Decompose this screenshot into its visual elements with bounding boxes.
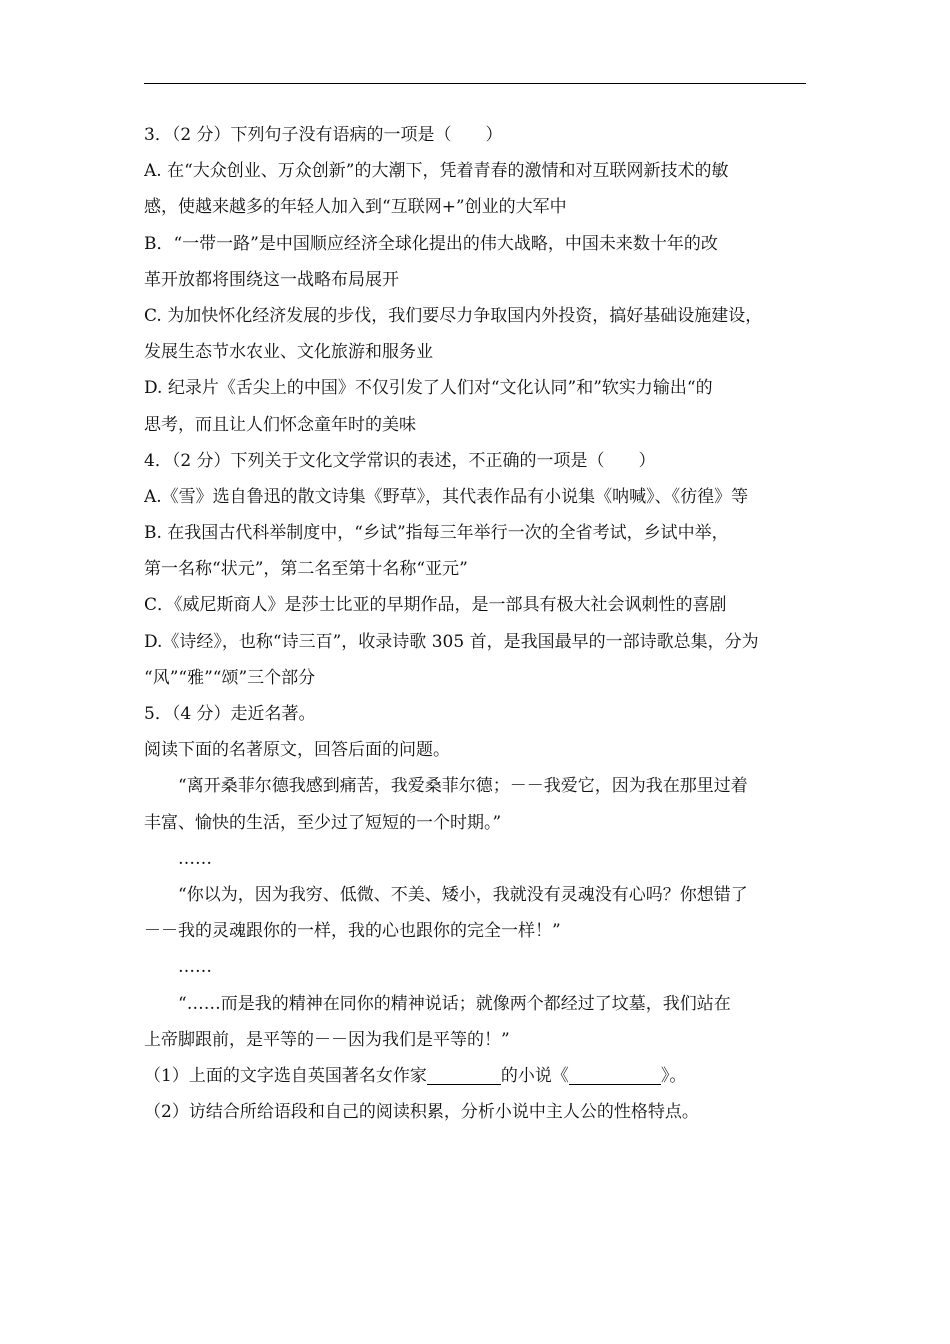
title-blank[interactable] [569, 1064, 661, 1085]
q5-sub1-text-b: 的小说《 [500, 1065, 569, 1086]
q3-option-a-line2: 感，使越来越多的年轻人加入到“互联网+”创业的大军中 [144, 197, 567, 218]
question-content [144, 117, 810, 1130]
q4-option-d-line1: D.《诗经》，也称“诗三百”，收录诗歌 305 首，是我国最早的一部诗歌总集，分为 [144, 631, 759, 652]
q5-intro: 阅读下面的名著原文，回答后面的问题。 [144, 740, 450, 761]
q3-option-a-line1: A. 在“大众创业、万众创新”的大潮下，凭着青春的激情和对互联网新技术的敏 [144, 161, 729, 182]
q4-option-b-line2: 第一名称“状元”，第二名至第十名称“亚元” [144, 559, 468, 580]
q5-subquestion-1 [144, 1058, 810, 1094]
q4-option-d-line2: “风”“雅”“颂”三个部分 [144, 667, 316, 688]
q5-quote2-line1: “你以为，因为我穷、低微、不美、矮小，我就没有灵魂没有心吗？你想错了 [178, 884, 748, 905]
q4-option-c-line1: C．《威尼斯商人》是莎士比亚的早期作品，是一部具有极大社会讽刺性的喜剧 [144, 595, 727, 616]
q3-option-b-line1: B．“一带一路”是中国顺应经济全球化提出的伟大战略，中国未来数十年的改 [144, 233, 718, 254]
q5-quote1-line1: “离开桑菲尔德我感到痛苦，我爱桑菲尔德；－－我爱它，因为我在那里过着 [178, 776, 748, 797]
q3-option-d-line2: 思考，而且让人们怀念童年时的美味 [144, 414, 416, 435]
q3-stem: 3．（2 分）下列句子没有语病的一项是（ ） [144, 125, 503, 145]
q3-option-b-line2: 革开放都将围绕这一战略布局展开 [144, 269, 399, 290]
q5-quote1-line2: 丰富、愉快的生活，至少过了短短的一个时期。” [144, 812, 502, 833]
q5-stem: 5．（4 分）走近名著。 [144, 704, 316, 724]
q3-option-c-line1: C. 为加快怀化经济发展的步伐，我们要尽力争取国内外投资，搞好基础设施建设， [144, 305, 763, 326]
q3-option-d-line1: D. 纪录片《舌尖上的中国》不仅引发了人们对“文化认同”和”软实力输出“的 [144, 378, 713, 399]
q5-quote2-line2: －－我的灵魂跟你的一样，我的心也跟你的完全一样！” [144, 921, 561, 942]
q5-subquestion-2: （2）访结合所给语段和自己的阅读积累，分析小说中主人公的性格特点。 [144, 1102, 699, 1123]
q5-ellipsis1: …… [178, 848, 212, 869]
q5-quote3-line2: 上帝脚跟前，是平等的－－因为我们是平等的！” [144, 1029, 510, 1050]
q5-ellipsis2: …… [178, 957, 212, 978]
q4-option-b-line1: B. 在我国古代科举制度中，“乡试”指每三年举行一次的全省考试，乡试中举， [144, 523, 729, 544]
q5-sub1-text-a: （1）上面的文字选自英国著名女作家 [144, 1065, 427, 1086]
q5-sub1-text-c: 》。 [660, 1065, 687, 1086]
q3-option-c-line2: 发展生态节水农业、文化旅游和服务业 [144, 342, 433, 363]
author-blank[interactable] [427, 1064, 501, 1085]
header-rule [144, 83, 806, 84]
q4-stem: 4．（2 分）下列关于文化文学常识的表述，不正确的一项是（ ） [144, 450, 656, 471]
q5-quote3-line1: “……而是我的精神在同你的精神说话；就像两个都经过了坟墓，我们站在 [178, 993, 731, 1014]
q4-option-a-line1: A.《雪》选自鲁迅的散文诗集《野草》，其代表作品有小说集《呐喊》、《彷徨》等 [144, 486, 749, 507]
